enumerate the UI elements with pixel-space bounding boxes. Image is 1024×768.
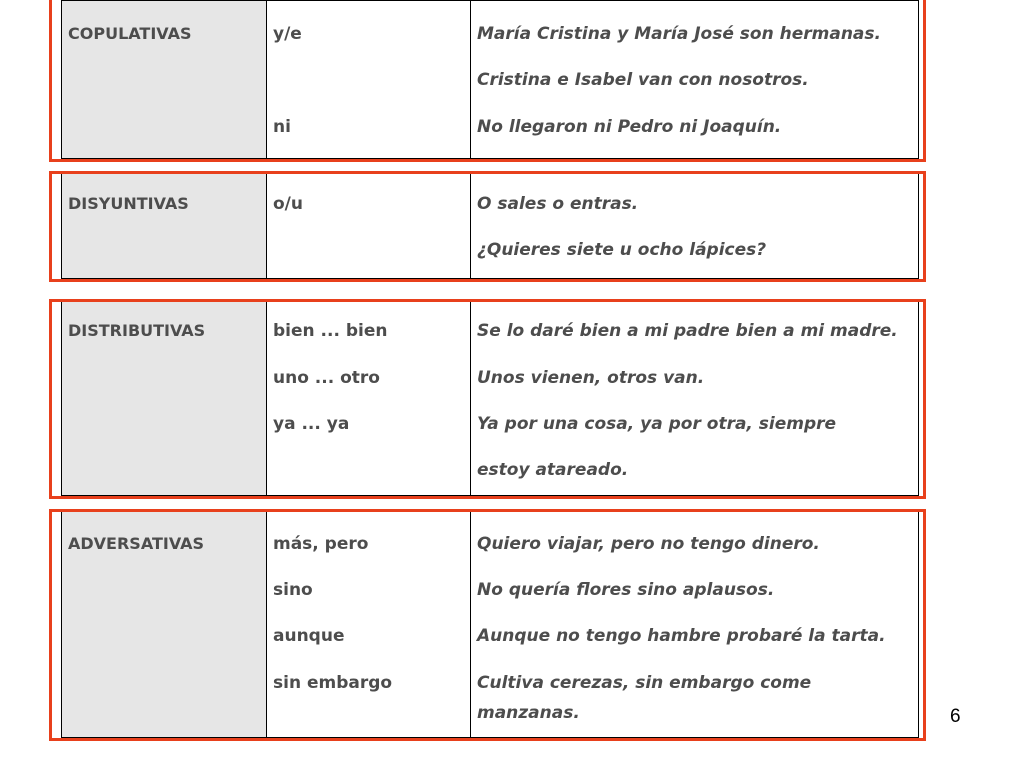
section-copulativas [49, 0, 926, 162]
category-cell [62, 1, 267, 158]
conjunction: y/e [273, 24, 302, 44]
example-sentence: O sales o entras. [477, 194, 639, 214]
table-disyuntivas [61, 174, 919, 279]
section-disyuntivas [49, 171, 926, 282]
conjunction-cell [267, 302, 471, 495]
table-distributivas [61, 302, 919, 496]
example-sentence: Cultiva cerezas, sin embargo come [477, 673, 812, 693]
page-number: 6 [950, 706, 961, 727]
example-sentence: Quiero viajar, pero no tengo dinero. [477, 534, 820, 554]
example-cell [471, 174, 918, 278]
conjunction: uno ... otro [273, 368, 380, 388]
example-sentence: María Cristina y María José son hermanas. [477, 24, 881, 44]
conjunction-cell [267, 174, 471, 278]
table-adversativas [61, 512, 919, 738]
conjunction: sin embargo [273, 673, 393, 693]
conjunction: o/u [273, 194, 303, 214]
example-sentence: Se lo daré bien a mi padre bien a mi madre. [477, 321, 898, 341]
conjunction: sino [273, 580, 313, 600]
example-cell [471, 1, 918, 158]
conjunction: bien ... bien [273, 321, 388, 341]
example-sentence: estoy atareado. [477, 460, 629, 480]
conjunction-cell [267, 1, 471, 158]
example-sentence: No llegaron ni Pedro ni Joaquín. [477, 117, 782, 137]
category-label: DISYUNTIVAS [68, 194, 189, 213]
example-sentence: Cristina e Isabel van con nosotros. [477, 70, 809, 90]
conjunction: más, pero [273, 534, 369, 554]
category-label: DISTRIBUTIVAS [68, 321, 206, 340]
section-distributivas [49, 299, 926, 499]
example-cell [471, 512, 918, 737]
category-cell [62, 174, 267, 278]
category-label: ADVERSATIVAS [68, 534, 205, 553]
example-sentence: Unos vienen, otros van. [477, 368, 705, 388]
category-label: COPULATIVAS [68, 24, 192, 43]
example-sentence: Ya por una cosa, ya por otra, siempre [477, 414, 837, 434]
conjunction: ya ... ya [273, 414, 350, 434]
table-copulativas [61, 0, 919, 159]
section-adversativas [49, 509, 926, 741]
example-sentence: ¿Quieres siete u ocho lápices? [477, 240, 767, 260]
example-sentence: No quería flores sino aplausos. [477, 580, 775, 600]
conjunction: aunque [273, 626, 345, 646]
category-cell [62, 302, 267, 495]
conjunction-cell [267, 512, 471, 737]
example-sentence: Aunque no tengo hambre probaré la tarta. [477, 626, 886, 646]
conjunction: ni [273, 117, 291, 137]
category-cell [62, 512, 267, 737]
example-sentence: manzanas. [477, 703, 580, 723]
example-cell [471, 302, 918, 495]
